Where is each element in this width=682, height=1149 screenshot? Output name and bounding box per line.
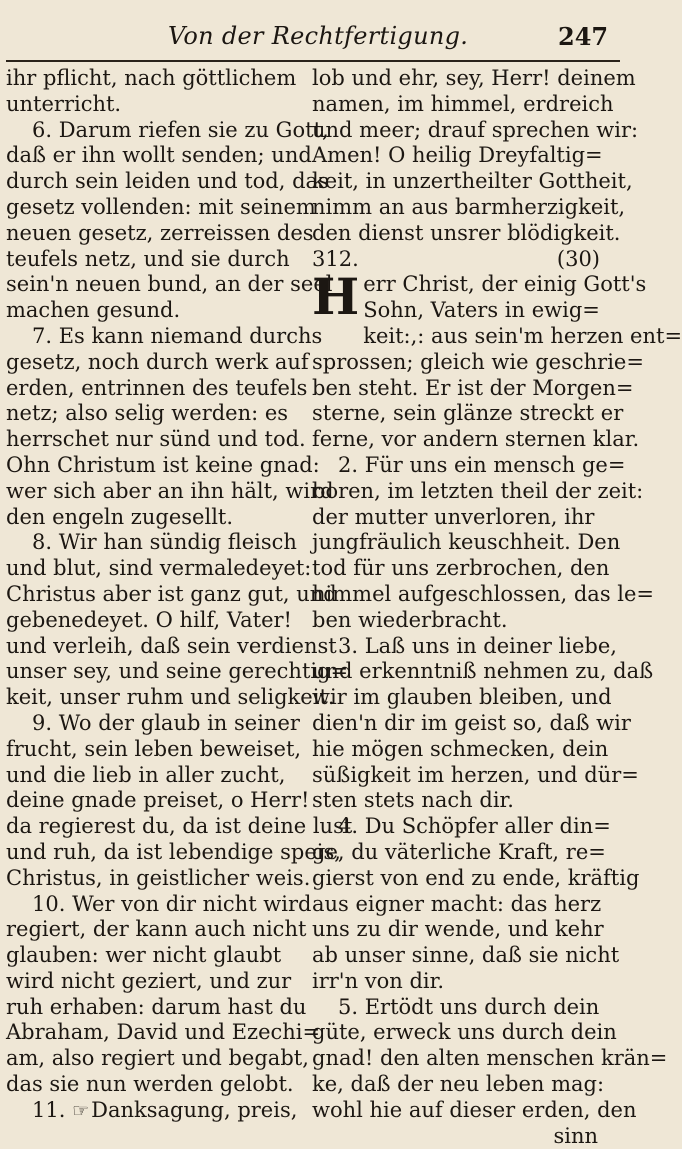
text-line: unser sey, und seine gerechtig= (6, 659, 349, 684)
text-line: 8. Wir han sündig fleisch (32, 530, 297, 555)
text-line: ruh erhaben: darum hast du (6, 994, 307, 1019)
right-column (312, 66, 682, 1149)
drop-capital: H (312, 267, 360, 327)
text-line: boren, im letzten theil der zeit: (312, 478, 644, 503)
page-header (0, 16, 640, 60)
text-line: lob und ehr, sey, Herr! deinem (312, 66, 636, 90)
text-line: und blut, sind vermaledeyet: (6, 556, 312, 581)
text-line: erden, entrinnen des teufels (6, 375, 308, 400)
text-line: frucht, sein leben beweiset, (6, 736, 302, 761)
text-line: süßigkeit im herzen, und dür= (312, 762, 639, 787)
text-line: da regierest du, da ist deine lust (6, 814, 353, 839)
text-line: 9. Wo der glaub in seiner (32, 710, 300, 735)
running-title: Von der Rechtfertigung. (168, 22, 469, 50)
manicule-icon: ☞ (72, 1099, 90, 1122)
text-line: ke, daß der neu leben mag: (312, 1072, 605, 1097)
text-line: sein'n neuen bund, an der seel (6, 272, 333, 297)
hymn-line: sprossen; gleich wie geschrie= (312, 349, 644, 374)
text-line: der mutter unverloren, ihr (312, 504, 595, 529)
hymn-line: sterne, sein glänze streckt er (312, 401, 624, 426)
text-line: glauben: wer nicht glaubt (6, 943, 282, 968)
right-column-verses (312, 452, 668, 1124)
text-line: ben wiederbracht. (312, 607, 508, 632)
right-column-top (312, 66, 639, 247)
text-line: herrschet nur sünd und tod. (6, 427, 306, 452)
text-line: ihr pflicht, nach göttlichem (6, 66, 297, 90)
text-line: sten stets nach dir. (312, 788, 514, 813)
text-line: Christus aber ist ganz gut, und (6, 581, 337, 606)
text-line: nimm an aus barmherzigkeit, (312, 194, 626, 219)
hymn-line: Sohn, Vaters in ewig= (363, 298, 600, 323)
text-line: am, also regiert und begabt, (6, 1046, 309, 1071)
hymn-number: 312. (312, 246, 359, 271)
text-line: netz; also selig werden: es (6, 401, 289, 426)
text-line: 3. Laß uns in deiner liebe, (338, 633, 617, 658)
text-line: Ohn Christum ist keine gnad: (6, 452, 320, 477)
text-line: namen, im himmel, erdreich (312, 91, 614, 116)
header-rule (6, 60, 620, 62)
text-line: ab unser sinne, daß sie nicht (312, 943, 620, 968)
text-line: neuen gesetz, zerreissen des (6, 220, 314, 245)
text-line: und erkenntniß nehmen zu, daß (312, 659, 654, 684)
text-line: und ruh, da ist lebendige speis, (6, 839, 341, 864)
hymn-opening (312, 267, 682, 453)
hymn-line: err Christ, der einig Gott's (363, 272, 647, 297)
text-line: güte, erweck uns durch dein (312, 1020, 617, 1045)
text-line: gebenedeyet. O hilf, Vater! (6, 607, 292, 632)
text-line: jungfräulich keuschheit. Den (312, 530, 621, 555)
text-line: das sie nun werden gelobt. (6, 1072, 294, 1097)
text-line: Christus, in geistlicher weis. (6, 865, 311, 890)
text-line: aus eigner macht: das herz (312, 891, 602, 916)
text-line: und meer; drauf sprechen wir: (312, 117, 639, 142)
text-line: 2. Für uns ein mensch ge= (338, 452, 626, 477)
text-line: gnad! den alten menschen krän= (312, 1046, 668, 1071)
verse-11-text: Danksagung, preis, (91, 1097, 298, 1122)
text-line: gesetz vollenden: mit seinem (6, 194, 316, 219)
hymn-line: ben steht. Er ist der Morgen= (312, 375, 634, 400)
text-line: Abraham, David und Ezechi= (6, 1020, 321, 1045)
text-line: hie mögen schmecken, dein (312, 736, 609, 761)
hymn-heading (312, 247, 608, 273)
text-line: 4. Du Schöpfer aller din= (338, 814, 611, 839)
text-line: den dienst unsrer blödigkeit. (312, 220, 621, 245)
text-line: wird nicht geziert, und zur (6, 968, 292, 993)
text-line: keit, in unzertheilter Gottheit, (312, 169, 633, 194)
verse-11-line (6, 1098, 302, 1125)
text-line: machen gesund. (6, 298, 181, 323)
melody-reference: (30) (556, 246, 600, 271)
text-line: 5. Ertödt uns durch dein (338, 994, 600, 1019)
text-line: deine gnade preiset, o Herr! (6, 788, 310, 813)
text-line: keit, unser ruhm und seligkeit. (6, 685, 335, 710)
text-line: und die lieb in aller zucht, (6, 762, 286, 787)
text-line: den engeln zugesellt. (6, 504, 234, 529)
text-line: 10. Wer von dir nicht wird (32, 891, 312, 916)
text-line: 7. Es kann niemand durchs (32, 323, 323, 348)
text-line: gesetz, noch durch werk auf (6, 349, 309, 374)
text-line: gierst von end zu ende, kräftig (312, 865, 640, 890)
text-line: durch sein leiden und tod, das (6, 169, 329, 194)
hymn-line: ferne, vor andern sternen klar. (312, 427, 640, 452)
text-line: teufels netz, und sie durch (6, 246, 290, 271)
hymn-line: keit:,: aus sein'm herzen ent= (363, 323, 682, 348)
text-line: ge, du väterliche Kraft, re= (312, 839, 606, 864)
text-line: dien'n dir im geist so, daß wir (312, 710, 631, 735)
text-line: irr'n von dir. (312, 968, 445, 993)
text-line: unterricht. (6, 91, 122, 116)
verse-11-number: 11. (32, 1097, 66, 1122)
text-line: regiert, der kann auch nicht (6, 917, 307, 942)
text-line: wer sich aber an ihn hält, wird (6, 478, 334, 503)
page-number: 247 (558, 22, 609, 51)
text-line: himmel aufgeschlossen, das le= (312, 581, 655, 606)
text-line: tod für uns zerbrochen, den (312, 556, 610, 581)
text-line: 6. Darum riefen sie zu Gott, (32, 117, 329, 142)
text-line: uns zu dir wende, und kehr (312, 917, 604, 942)
text-line: und verleih, daß sein verdienst (6, 633, 337, 658)
text-line: daß er ihn wollt senden; und (6, 143, 312, 168)
text-line: wohl hie auf dieser erden, den (312, 1097, 637, 1122)
catchword: sinn (553, 1123, 598, 1148)
text-line: wir im glauben bleiben, und (312, 685, 612, 710)
text-line: Amen! O heilig Dreyfaltig= (312, 143, 603, 168)
